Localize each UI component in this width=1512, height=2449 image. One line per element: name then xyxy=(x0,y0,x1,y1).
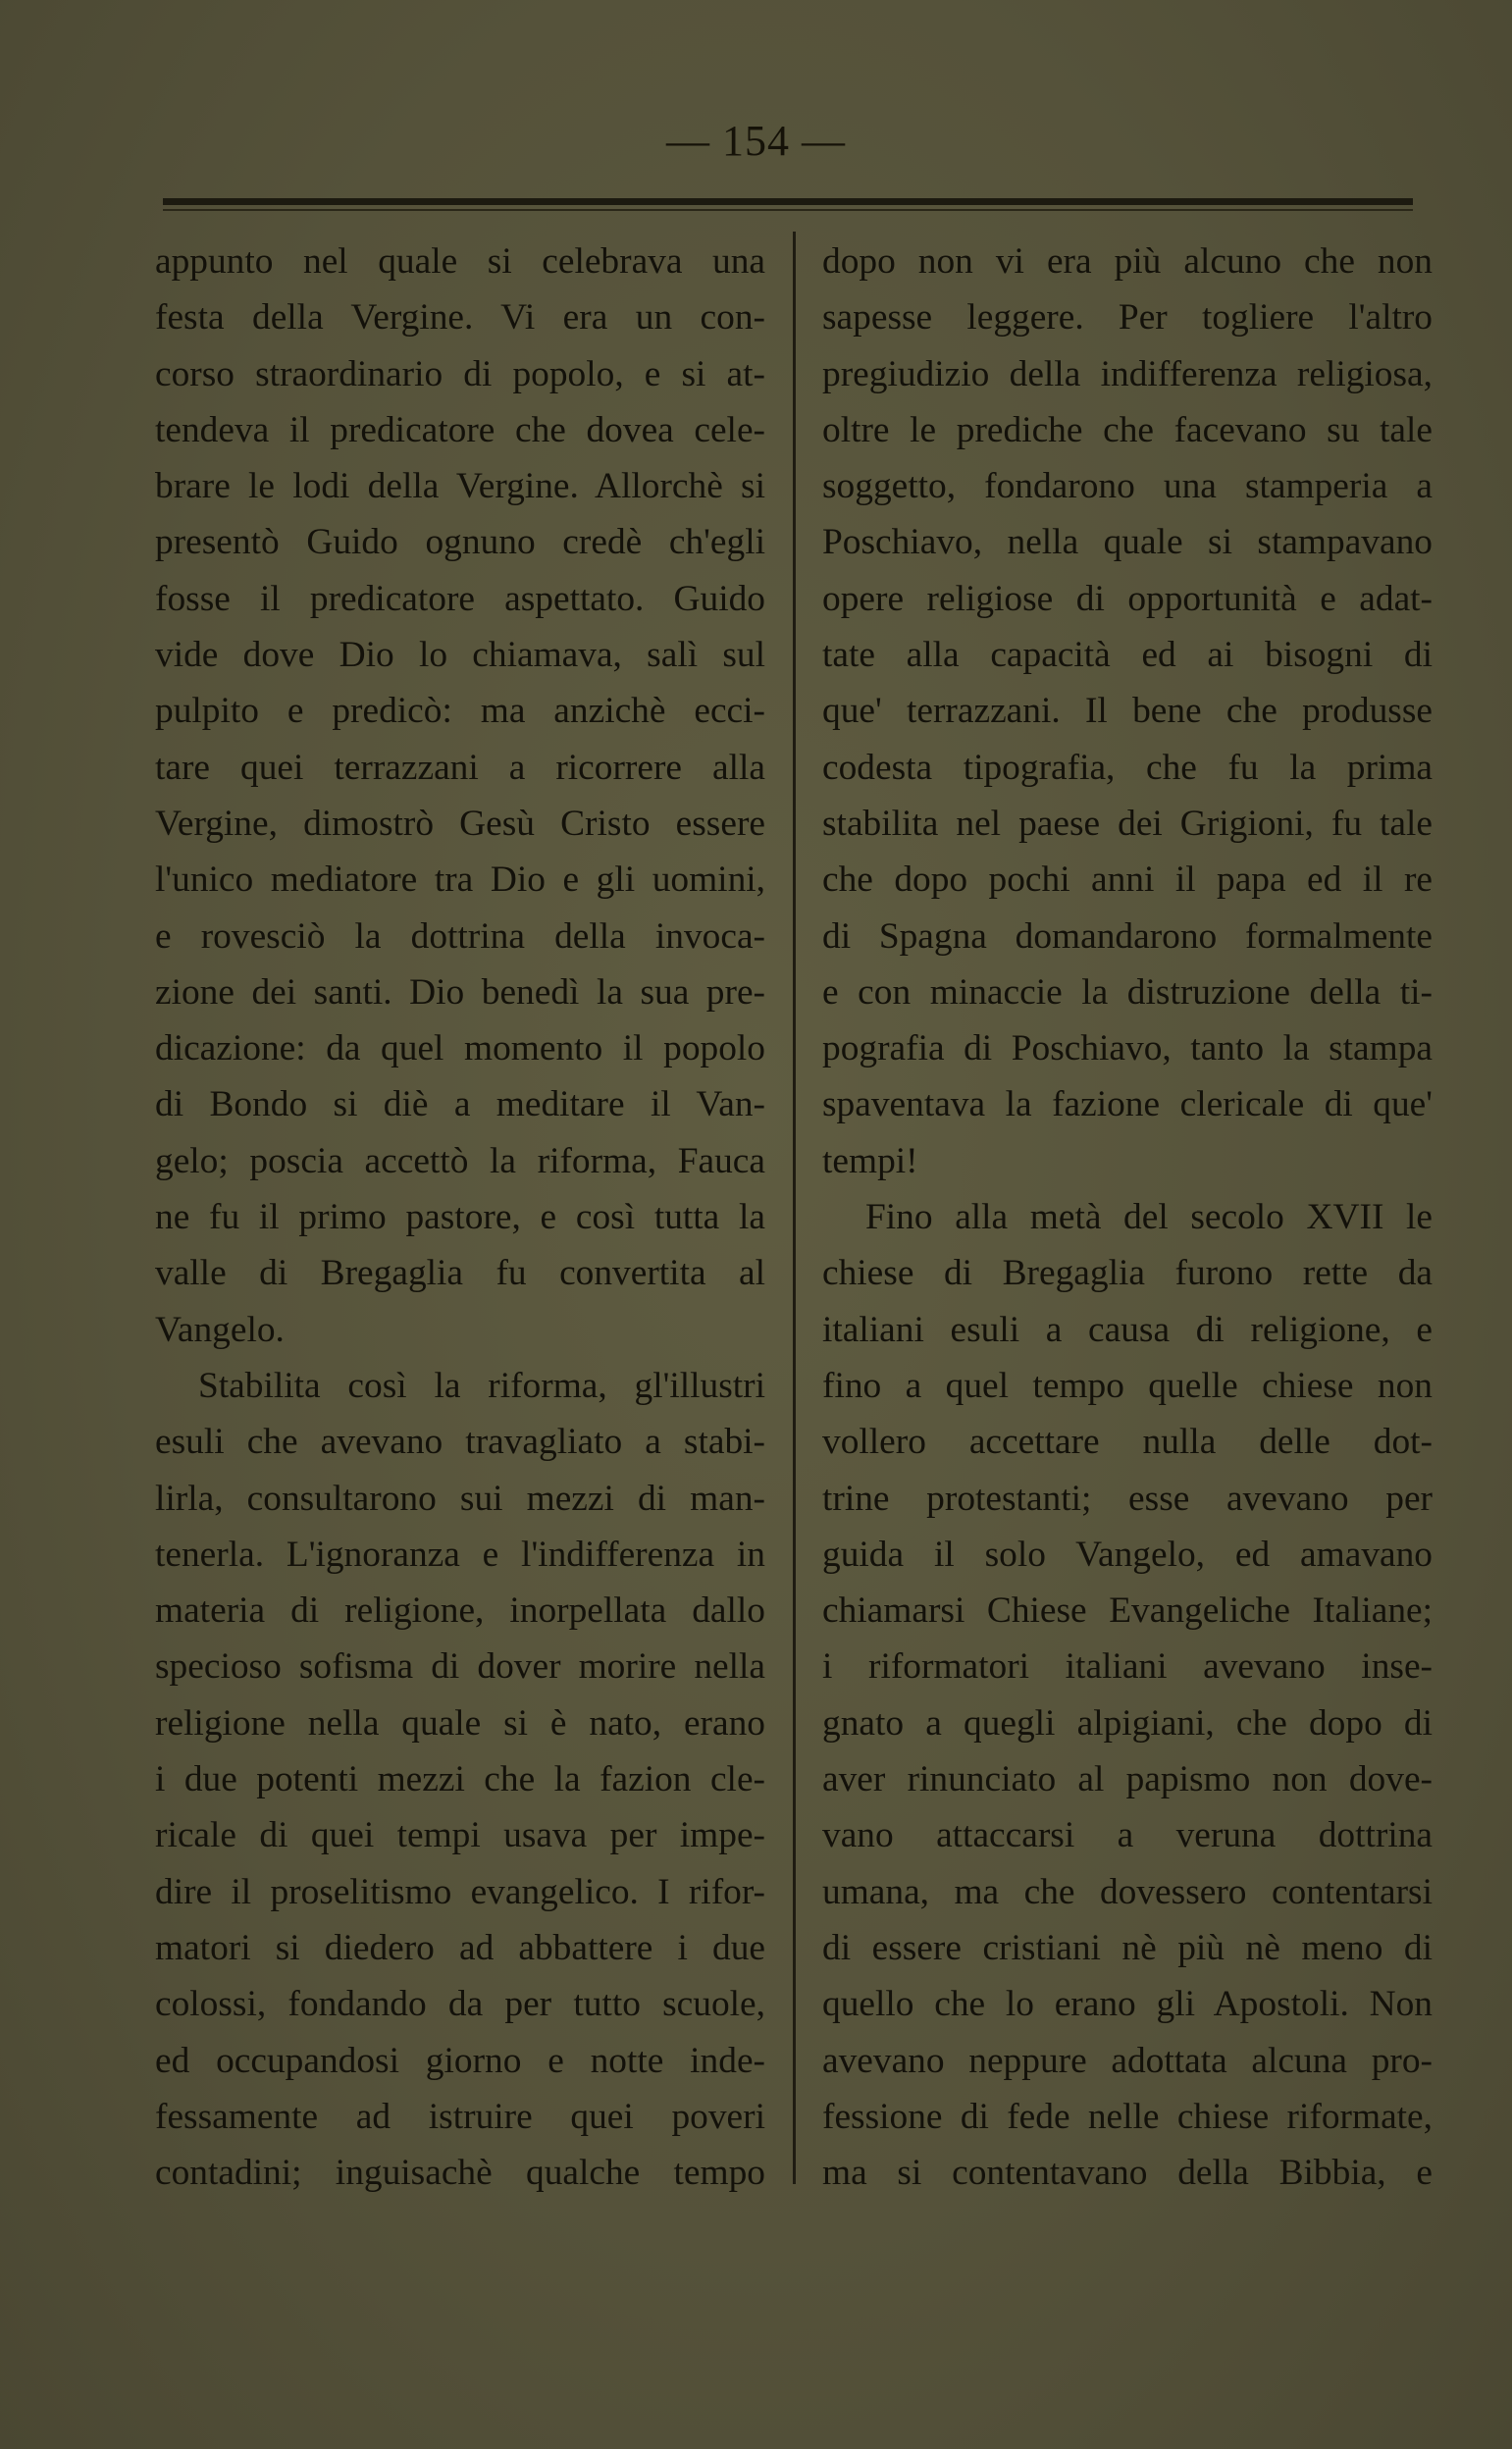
text-line: Fino alla metà del secolo XVII le xyxy=(865,1197,1433,1238)
text-line: lirla, consultarono sui mezzi di man- xyxy=(155,1478,765,1519)
text-line: di Spagna domandarono formalmente xyxy=(822,915,1433,957)
text-line: che dopo pochi anni il papa ed il re xyxy=(822,860,1433,901)
text-line: presentò Guido ognuno credè ch'egli xyxy=(155,522,765,563)
text-line: pografia di Poschiavo, tanto la stampa xyxy=(822,1028,1433,1069)
text-line: tare quei terrazzani a ricorrere alla xyxy=(155,747,765,788)
left-text-column xyxy=(155,234,765,2201)
text-line: i riformatori italiani avevano inse- xyxy=(822,1646,1433,1688)
text-line: vollero accettare nulla delle dot- xyxy=(822,1422,1433,1463)
text-line: Stabilita così la riforma, gl'illustri xyxy=(198,1365,765,1406)
text-line: ma si contentavano della Bibbia, e xyxy=(822,2153,1433,2194)
text-line: codesta tipografia, che fu la prima xyxy=(822,747,1433,788)
text-line: dopo non vi era più alcuno che non xyxy=(822,241,1433,282)
text-line: e rovesciò la dottrina della invoca- xyxy=(155,915,765,957)
text-line: zione dei santi. Dio benedì la sua pre- xyxy=(155,971,765,1013)
text-line: soggetto, fondarono una stamperia a xyxy=(822,466,1433,507)
text-line: tempi! xyxy=(822,1140,918,1181)
text-line: quello che lo erano gli Apostoli. Non xyxy=(822,1984,1433,2025)
text-line: avevano neppure adottata alcuna pro- xyxy=(822,2040,1433,2081)
text-line: e con minaccie la distruzione della ti- xyxy=(822,971,1433,1013)
text-line: religione nella quale si è nato, erano xyxy=(155,1702,765,1744)
text-line: aver rinunciato al papismo non dove- xyxy=(822,1759,1433,1800)
header-rule-thin xyxy=(163,209,1413,211)
text-line: pulpito e predicò: ma anzichè ecci- xyxy=(155,691,765,732)
text-line: appunto nel quale si celebrava una xyxy=(155,241,765,282)
text-line: fessione di fede nelle chiese riformate, xyxy=(822,2096,1433,2137)
text-line: di Bondo si diè a meditare il Van- xyxy=(155,1084,765,1125)
text-line: ricale di quei tempi usava per impe- xyxy=(155,1815,765,1856)
text-line: que' terrazzani. Il bene che produsse xyxy=(822,691,1433,732)
text-line: gelo; poscia accettò la riforma, Fauca xyxy=(155,1140,765,1181)
text-line: pregiudizio della indifferenza religiosa, xyxy=(822,353,1433,394)
text-line: chiamarsi Chiese Evangeliche Italiane; xyxy=(822,1590,1433,1632)
text-line: opere religiose di opportunità e adat- xyxy=(822,578,1433,619)
text-line: l'unico mediatore tra Dio e gli uomini, xyxy=(155,860,765,901)
text-line: Poschiavo, nella quale si stampavano xyxy=(822,522,1433,563)
text-line: gnato a quegli alpigiani, che dopo di xyxy=(822,1702,1433,1744)
text-line: vide dove Dio lo chiamava, salì sul xyxy=(155,635,765,676)
text-line: oltre le prediche che facevano su tale xyxy=(822,409,1433,450)
text-line: colossi, fondando da per tutto scuole, xyxy=(155,1984,765,2025)
text-line: Vangelo. xyxy=(155,1309,285,1350)
text-line: di essere cristiani nè più nè meno di xyxy=(822,1927,1433,1968)
text-line: i due potenti mezzi che la fazion cle- xyxy=(155,1759,765,1800)
text-line: corso straordinario di popolo, e si at- xyxy=(155,353,765,394)
text-line: brare le lodi della Vergine. Allorchè si xyxy=(155,466,765,507)
text-line: tendeva il predicatore che dovea cele- xyxy=(155,409,765,450)
text-line: materia di religione, inorpellata dallo xyxy=(155,1590,765,1632)
text-line: valle di Bregaglia fu convertita al xyxy=(155,1253,765,1294)
text-line: fino a quel tempo quelle chiese non xyxy=(822,1365,1433,1406)
text-line: vano attaccarsi a veruna dottrina xyxy=(822,1815,1433,1856)
text-line: ed occupandosi giorno e notte inde- xyxy=(155,2040,765,2081)
text-line: fosse il predicatore aspettato. Guido xyxy=(155,578,765,619)
text-line: tenerla. L'ignoranza e l'indifferenza in xyxy=(155,1534,765,1575)
page-number: — 154 — xyxy=(666,117,846,165)
text-line: spaventava la fazione clericale di que' xyxy=(822,1084,1433,1125)
text-line: umana, ma che dovessero contentarsi xyxy=(822,1871,1433,1912)
text-line: tate alla capacità ed ai bisogni di xyxy=(822,635,1433,676)
text-line: italiani esuli a causa di religione, e xyxy=(822,1309,1433,1350)
text-line: esuli che avevano travagliato a stabi- xyxy=(155,1422,765,1463)
text-line: ne fu il primo pastore, e così tutta la xyxy=(155,1197,765,1238)
text-line: trine protestanti; esse avevano per xyxy=(822,1478,1433,1519)
text-line: sapesse leggere. Per togliere l'altro xyxy=(822,297,1433,339)
text-line: guida il solo Vangelo, ed amavano xyxy=(822,1534,1433,1575)
header-rule xyxy=(163,198,1413,205)
text-line: specioso sofisma di dover morire nella xyxy=(155,1646,765,1688)
right-text-column xyxy=(822,234,1433,2201)
text-line: festa della Vergine. Vi era un con- xyxy=(155,297,765,339)
text-line: matori si diedero ad abbattere i due xyxy=(155,1927,765,1968)
text-line: chiese di Bregaglia furono rette da xyxy=(822,1253,1433,1294)
text-line: contadini; inguisachè qualche tempo xyxy=(155,2153,765,2194)
column-divider xyxy=(793,232,796,2184)
text-line: dire il proselitismo evangelico. I rifor- xyxy=(155,1871,765,1912)
text-line: Vergine, dimostrò Gesù Cristo essere xyxy=(155,803,765,844)
text-line: stabilita nel paese dei Grigioni, fu tale xyxy=(822,803,1433,844)
text-line: dicazione: da quel momento il popolo xyxy=(155,1028,765,1069)
text-line: fessamente ad istruire quei poveri xyxy=(155,2096,765,2137)
